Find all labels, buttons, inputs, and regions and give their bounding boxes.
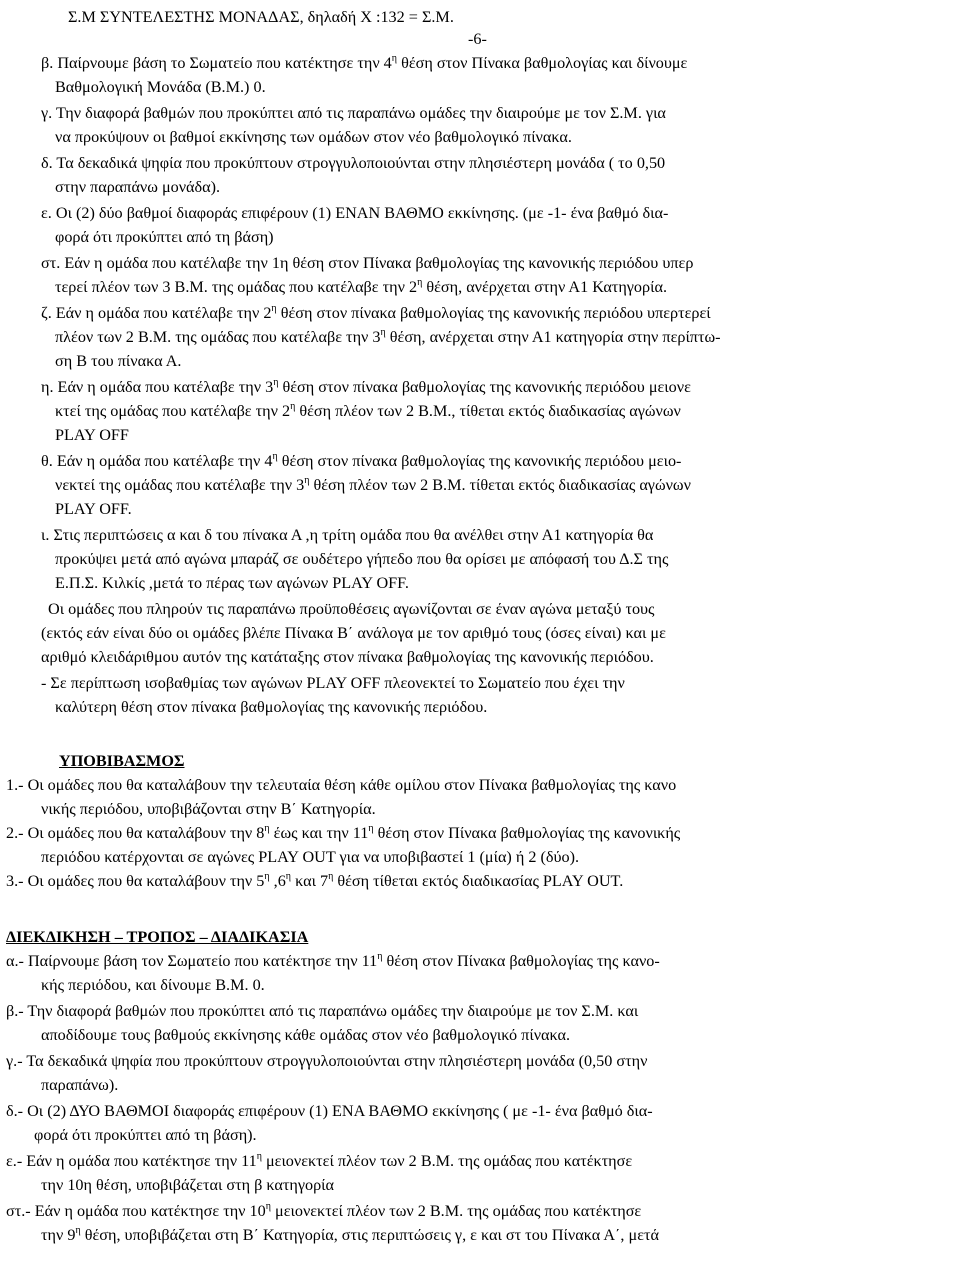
text-line: στην παραπάνω μονάδα). [55, 178, 221, 196]
text-line: Οι ομάδες που πληρούν τις παραπάνω προϋποθέσεις αγωνίζονται σε έναν αγώνα μεταξύ τους [48, 600, 655, 618]
text-line: γ.- Τα δεκαδικά ψηφία που προκύπτουν στρογγυλοποιούνται στην πλησιέστερη μονάδα (0,50 στην [6, 1052, 648, 1070]
text-line: 2.- Οι ομάδες που θα καταλάβουν την $8^\eta$ έως και την $11^\eta$ θέση στον Πίνακα βαθμολογίας της κανονικής [6, 822, 681, 842]
text-line: νικής περιόδου, υποβιβάζονται στην Β΄ Κατηγορία. [41, 800, 376, 818]
text-line: προκύψει μετά από αγώνα μπαράζ σε ουδέτερο γήπεδο που θα ορίσει με απόφασή του Δ.Σ της [55, 550, 669, 568]
text-line: παραπάνω). [41, 1076, 119, 1094]
text-line: φορά ότι προκύπτει από τη βάση) [55, 228, 274, 246]
text-line: Ε.Π.Σ. Κιλκίς ,μετά το πέρας των αγώνων PLAY OFF. [55, 574, 409, 592]
text-line: PLAY OFF [55, 426, 129, 444]
text-line: την $9^\eta$ θέση, υποβιβάζεται στη Β΄ Κατηγορία, στις περιπτώσεις γ, ε και στ του Πίνακα Α΄, μετά [41, 1224, 659, 1244]
text-line: τερεί πλέον των 3 Β.Μ. της ομάδας που κατέλαβε την $2^\eta$ θέση, ανέρχεται στην Α1 Κατηγορία. [55, 276, 667, 296]
page-number: -6- [468, 30, 487, 48]
text-line: ε. Οι (2) δύο βαθμοί διαφοράς επιφέρουν (1) ΕΝΑΝ ΒΑΘΜΟ εκκίνησης. (με -1- ένα βαθμό δια- [41, 204, 669, 222]
text-line: ι. Στις περιπτώσεις α και δ του πίνακα Α ,η τρίτη ομάδα που θα ανέλθει στην Α1 κατηγορία θα [41, 526, 654, 544]
text-line: αποδίδουμε τους βαθμούς εκκίνησης κάθε ομάδας στον νέο βαθμολογικό πίνακα. [41, 1026, 571, 1044]
text-line: φορά ότι προκύπτει από τη βάση). [34, 1126, 257, 1144]
text-line: να προκύψουν οι βαθμοί εκκίνησης των ομάδων στον νέο βαθμολογικό πίνακα. [55, 128, 572, 146]
text-line: (εκτός εάν είναι δύο οι ομάδες βλέπε Πίνακα Β΄ ανάλογα με τον αριθμό τους (όσες είναι) και με [41, 624, 666, 642]
text-line: ε.- Εάν η ομάδα που κατέκτησε την $11^\eta$ μειονεκτεί πλέον των 2 Β.Μ. της ομάδας που κατέκτησε [6, 1150, 633, 1170]
text-line: θ. Εάν η ομάδα που κατέλαβε την $4^\eta$ θέση στον πίνακα βαθμολογίας της κανονικής περιόδου μειο- [41, 450, 682, 470]
text-line: Βαθμολογική Μονάδα (Β.Μ.) 0. [55, 78, 266, 96]
text-line: γ. Την διαφορά βαθμών που προκύπτει από τις παραπάνω ομάδες την διαιρούμε με τον Σ.Μ. για [41, 104, 666, 122]
text-line: Σ.Μ ΣΥΝΤΕΛΕΣΤΗΣ ΜΟΝΑΔΑΣ, δηλαδή Χ :132 = Σ.Μ. [68, 8, 454, 26]
text-line: την 10η θέση, υποβιβάζεται στη β κατηγορία [41, 1176, 335, 1194]
text-line: αριθμό κλειδάριθμου αυτόν της κατάταξης στον πίνακα βαθμολογίας της κανονικής περιόδου. [41, 648, 654, 666]
text-line: - Σε περίπτωση ισοβαθμίας των αγώνων PLAY OFF πλεονεκτεί το Σωματείο που έχει την [41, 674, 625, 692]
text-line: β. Παίρνουμε βάση το Σωματείο που κατέκτησε την $4^\eta$ θέση στον Πίνακα βαθμολογίας και δίνουμε [41, 52, 688, 72]
text-line: πλέον των 2 Β.Μ. της ομάδας που κατέλαβε την $3^\eta$ θέση, ανέρχεται στην Α1 κατηγορία στην περίπτω- [55, 326, 721, 346]
text-line: 3.- Οι ομάδες που θα καταλάβουν την $5^\eta$ $,6^\eta$ και $7^\eta$ θέση τίθεται εκτός διαδικασίας PLAY OUT. [6, 870, 624, 890]
text-line: ση Β του πίνακα Α. [55, 352, 182, 370]
section-heading-relegation: ΥΠΟΒΙΒΑΣΜΟΣ [59, 752, 185, 770]
text-line: δ.- Οι (2) ΔΥΟ ΒΑΘΜΟΙ διαφοράς επιφέρουν (1) ΕΝΑ ΒΑΘΜΟ εκκίνησης ( με -1- ένα βαθμό δια- [6, 1102, 653, 1120]
text-line: α.- Παίρνουμε βάση τον Σωματείο που κατέκτησε την $11^\eta$ θέση στον Πίνακα βαθμολογίας της κανο- [6, 950, 660, 970]
text-line: 1.- Οι ομάδες που θα καταλάβουν την τελευταία θέση κάθε ομίλου στον Πίνακα βαθμολογίας της κανο [6, 776, 677, 794]
text-line: στ. Εάν η ομάδα που κατέλαβε την 1η θέση στον Πίνακα βαθμολογίας της κανονικής περιόδου υπερ [41, 254, 694, 272]
text-line: κής περιόδου, και δίνουμε Β.Μ. 0. [41, 976, 265, 994]
text-line: νεκτεί της ομάδας που κατέλαβε την $3^\eta$ θέση πλέον των 2 Β.Μ. τίθεται εκτός διαδικασίας αγώνων [55, 474, 691, 494]
text-line: δ. Τα δεκαδικά ψηφία που προκύπτουν στρογγυλοποιούνται στην πλησιέστερη μονάδα ( το 0,50 [41, 154, 666, 172]
text-line: PLAY OFF. [55, 500, 132, 518]
text-line: περιόδου κατέρχονται σε αγώνες PLAY OUT για να υποβιβαστεί 1 (μία) ή 2 (δύο). [41, 848, 580, 866]
text-line: β.- Την διαφορά βαθμών που προκύπτει από τις παραπάνω ομάδες την διαιρούμε με τον Σ.Μ. και [6, 1002, 639, 1020]
text-line: στ.- Εάν η ομάδα που κατέκτησε την $10^\eta$ μειονεκτεί πλέον των 2 Β.Μ. της ομάδας που κατέκτησε [6, 1200, 642, 1220]
text-line: ζ. Εάν η ομάδα που κατέλαβε την $2^\eta$ θέση στον πίνακα βαθμολογίας της κανονικής περιόδου υπερτερεί [41, 302, 711, 322]
text-line: καλύτερη θέση στον πίνακα βαθμολογίας της κανονικής περιόδου. [55, 698, 488, 716]
section-heading-claim: ΔΙΕΚΔΙΚΗΣΗ – ΤΡΟΠΟΣ – ΔΙΑΔΙΚΑΣΙΑ [6, 928, 309, 946]
text-line: η. Εάν η ομάδα που κατέλαβε την $3^\eta$ θέση στον πίνακα βαθμολογίας της κανονικής περιόδου μειονε [41, 376, 691, 396]
text-line: κτεί της ομάδας που κατέλαβε την $2^\eta$ θέση πλέον των 2 Β.Μ., τίθεται εκτός διαδικασίας αγώνων [55, 400, 681, 420]
